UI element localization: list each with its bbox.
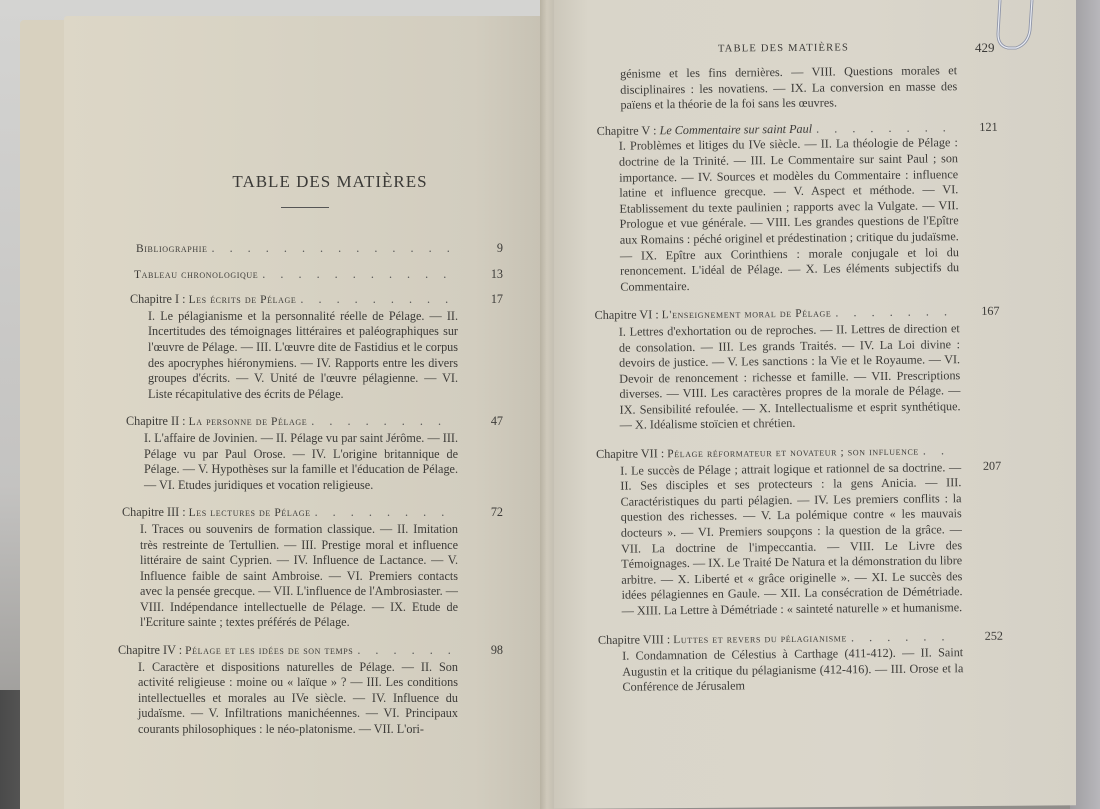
toc-entry-chapitre-4: Chapitre IV : Pélage et les idées de son temps . . . 98 I. Caractère et dispositions naturelles de Pélage. — II. Son activité religieuse : moine ou « laïque » ? — III. Les conditions intellectuelles et morales au IVe siècle. — IV. Influence du judaïsme. — V. Infiltrations manichéennes. — VI. Principaux courants philosophiques : le néo-platonisme. — VII. L'ori- [118, 643, 458, 738]
toc-entry-bibliographie: Bibliographie . . . 9 [118, 241, 458, 258]
chapter-summary: I. Caractère et dispositions naturelles de Pélage. — II. Son activité religieuse : moine ou « laïque » ? — III. Les conditions intellectuelles et morales au IVe siècle. — IV. Influence du judaïsme. — V. Infiltrations manichéennes. — VI. Principaux courants philosophiques : le néo-platonisme. — VII. L'ori- [138, 659, 458, 737]
toc-entry-chapitre-5: Chapitre V : Le Commentaire sur saint Paul . . . 121 I. Problèmes et litiges du IVe siècle. — II. La théologie de Pélage : doctrine de la Trinité. — III. Le Commentaire sur saint Paul ; son importance. — IV. Sources et modèles du Commentaire : influence latine et influence grecque. — V. Aspect et méthode. — VI. Etablissement du texte paulinien ; rapports avec la Vulgate. — VII. Prologue et vue générale. — VIII. Les grandes questions de l'Epître aux Romains : péché originel et prédestination ; critique du judaïsme. — IX. Epître aux Corinthiens : morale conjugale et loi du renoncement. L'idéal de Pélage. — X. Les éléments subjectifs du Commentaire. [593, 120, 960, 295]
page-number: 121 [979, 119, 998, 134]
chapter-summary-continued: génisme et les fins dernières. — VIII. Questions morales et disciplinaires : les novatiens. — IX. La conversion en masse des païens et la théorie de la foi sans les œuvres. [619, 63, 958, 112]
page-title: TABLE DES MATIÈRES [232, 172, 428, 191]
toc-entry-chapitre-3: Chapitre III : Les lectures de Pélage . . . 72 I. Traces ou souvenirs de formation classique. — II. Imitation très restreinte de Tertullien. — III. Prestige moral et influence littéraire de saint Cyprien. — IV. Influence de Lactance. — V. Influence faible de saint Ambroise. — VI. Premiers contacts avec la pensée grecque. — VII. L'influence de l'Ambrosiaster. — VIII. Indépendance intellectuelle de Pélage. — IX. Etude de l'Ecriture sainte ; textes préférés de Pélage. [118, 505, 458, 631]
page-number: 207 [982, 458, 1002, 473]
chapter-summary: I. Lettres d'exhortation ou de reproches. — II. Lettres de direction et de consolation. — III. Les grands Traités. — IV. La Loi divine : devoirs de justice. — V. Les sanctions : la Vie et le Royaume. — VI. Devoir de renoncement : richesse et famille. — VII. Prescriptions diverses. — VIII. Les caractères propres de la morale de Pélage. — IX. Sensibilité refoulée. — X. Intellectualisme et esprit synthétique. — X. Idéalisme stoïcien et chrétien. [618, 321, 961, 433]
page-number: 9 [496, 241, 503, 255]
title-divider [281, 207, 329, 208]
chapter-summary: I. Le pélagianisme et la personnalité réelle de Pélage. — II. Incertitudes des témoignages littéraires et paléographiques sur l'œuvre de Pélage. — III. L'œuvre dite de Fastidius et le corpus des apocryphes hiéronymiens. — IV. Rapports entre les divers groupes d'écrits. — V. Unité de l'œuvre pélagienne. — VI. Liste récapitulative des écrits de Pélage. [148, 308, 458, 401]
toc-entry-chapitre-1: Chapitre I : Les écrits de Pélage . . . 17 I. Le pélagianisme et la personnalité réelle de Pélage. — II. Incertitudes des témoignages littéraires et paléographiques sur l'œuvre de Pélage. — III. L'œuvre dite de Fastidius et le corpus des apocryphes hiéronymiens. — IV. Rapports entre les divers groupes d'écrits. — V. Unité de l'œuvre pélagienne. — VI. Liste récapitulative des écrits de Pélage. [118, 292, 458, 402]
toc-entry-chapitre-2: Chapitre II : La personne de Pélage . . . 47 I. L'affaire de Jovinien. — II. Pélage vu par saint Jérôme. — III. Pélage vu par Paul Orose. — IV. L'origine britannique de Pélage. — V. Hypothèses sur la famille et l'éducation de Pélage. — VI. Etudes juridiques et vocation religieuse. [118, 414, 458, 493]
page-number: 72 [490, 505, 503, 520]
toc-left [118, 241, 503, 738]
toc-entry-chapitre-6: Chapitre VI : L'enseignement moral de Pélage . . . 167 I. Lettres d'exhortation ou de reproches. — II. Lettres de direction et de consolation. — III. Les grands Traités. — IV. La Loi divine : devoirs de justice. — V. Les sanctions : la Vie et le Royaume. — VI. Devoir de renoncement : richesse et famille. — VII. Prescriptions diverses. — VIII. Les caractères propres de la morale de Pélage. — IX. Sensibilité refoulée. — X. Intellectualisme et esprit synthétique. — X. Idéalisme stoïcien et chrétien. [595, 304, 961, 434]
toc-entry-chapitre-8: Chapitre VIII : Luttes et revers du pélagianisme . . . 252 I. Condamnation de Célestius à Carthage (411-412). — II. Saint Augustin et la critique du pélagianisme (412-416). — III. Orose et la Conférence de Jérusalem [598, 629, 964, 696]
toc-entry-tableau: Tableau chronologique . . . 13 [118, 267, 458, 284]
paper-clip-icon [994, 0, 1034, 52]
page-number: 47 [490, 414, 503, 429]
page-number: 98 [490, 643, 503, 658]
book-gutter [540, 0, 554, 809]
page-number: 17 [490, 292, 503, 307]
page-number: 13 [490, 266, 503, 281]
chapter-summary: I. Traces ou souvenirs de formation classique. — II. Imitation très restreinte de Tertullien. — III. Prestige moral et influence littéraire de saint Cyprien. — IV. Influence de Lactance. — V. Influence faible de saint Ambroise. — VI. Premiers contacts avec la pensée grecque. — VII. L'influence de l'Ambrosiaster. — VIII. Indépendance intellectuelle de Pélage. — IX. Etude de l'Ecriture sainte ; textes préférés de Pélage. [140, 521, 458, 630]
page-number: 252 [984, 628, 1004, 643]
chapter-summary: I. L'affaire de Jovinien. — II. Pélage vu par saint Jérôme. — III. Pélage vu par Paul Orose. — IV. L'origine britannique de Pélage. — V. Hypothèses sur la famille et l'éducation de Pélage. — VI. Etudes juridiques et vocation religieuse. [144, 430, 458, 492]
page-number: 167 [981, 304, 1000, 319]
folio-page-number: 429 [975, 40, 995, 55]
chapter-summary: I. Problèmes et litiges du IVe siècle. — II. La théologie de Pélage : doctrine de la Trinité. — III. Le Commentaire sur saint Paul ; son importance. — IV. Sources et modèles du Commentaire : influence latine et influence grecque. — V. Aspect et méthode. — VI. Etablissement du texte paulinien ; rapports avec la Vulgate. — VII. Prologue et vue générale. — VIII. Les grandes questions de l'Epître aux Romains : péché originel et prédestination ; critique du judaïsme. — IX. Epître aux Corinthiens : morale conjugale et loi du renoncement. L'idéal de Pélage. — X. Les éléments subjectifs du Commentaire. [618, 135, 960, 294]
chapter-summary: I. Condamnation de Célestius à Carthage (411-412). — II. Saint Augustin et la critique du pélagianisme (412-416). — III. Orose et la Conférence de Jérusalem [622, 645, 964, 695]
running-head: TABLE DES MATIÈRES [717, 42, 850, 55]
chapter-summary: I. Le succès de Pélage ; attrait logique et rationnel de sa doctrine. — II. Ses disciples et ses protecteurs : la gens Anicia. — III. Caractéristiques du parti pélagien. — IV. Les premiers conflits : la question des richesses. — V. La polémique contre « les mauvais docteurs ». — VI. Premiers soupçons : la question de la grâce. — VII. La doctrine de l'impeccantia. — VIII. Le Livre des Témoignages. — IX. Le Traité De Natura et la démonstration du libre arbitre. — X. Liberté et « grâce originelle ». — XI. Le succès des idées pélagiennes en Gaule. — XII. La consécration de Démétriade. — XIII. La Lettre à Démétriade : « sainteté naturelle » et humanisme. [620, 459, 963, 618]
toc-right [592, 63, 1004, 696]
toc-entry-chapitre-7: Chapitre VII : Pélage réformateur et novateur ; son influence . . . 207 I. Le succès de Pélage ; attrait logique et rationnel de sa doctrine. — II. Ses disciples et ses protecteurs : la gens Anicia. — III. Caractéristiques du parti pélagien. — IV. Les premiers conflits : la question des richesses. — V. La polémique contre « les mauvais docteurs ». — VI. Premiers soupçons : la question de la grâce. — VII. La doctrine de l'impeccantia. — VIII. Le Livre des Témoignages. — IX. Le Traité De Natura et la démonstration du libre arbitre. — X. Liberté et « grâce originelle ». — XI. Le succès des idées pélagiennes en Gaule. — XII. La consécration de Démétriade. — XIII. La Lettre à Démétriade : « sainteté naturelle » et humanisme. [596, 443, 963, 619]
